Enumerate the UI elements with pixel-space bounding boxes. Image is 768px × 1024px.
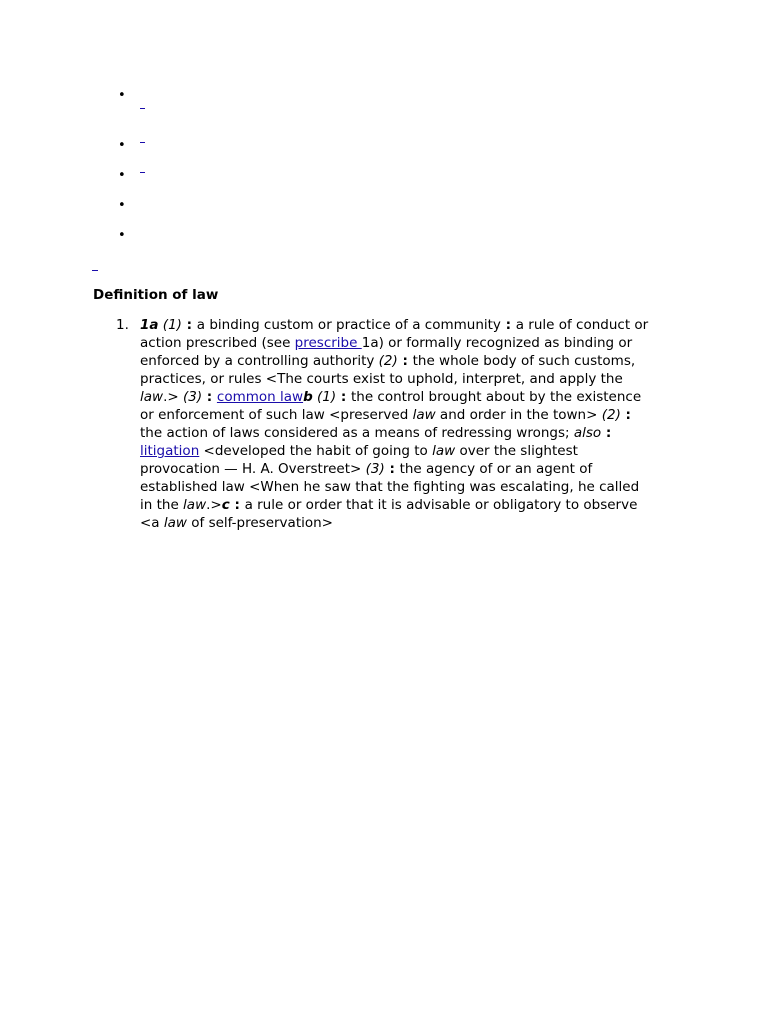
example-word: law <box>163 515 187 531</box>
bullet-icon: • <box>118 168 126 183</box>
empty-link[interactable] <box>140 172 145 173</box>
definition-segment: a rule of conduct or action prescribed (see <box>140 317 649 351</box>
bullet-icon: • <box>118 88 126 103</box>
prescribe-link[interactable]: prescribe <box>294 335 362 351</box>
bullet-icon: • <box>118 138 126 153</box>
definition-segment: a binding custom or practice of a community <box>196 317 501 333</box>
list-item <box>118 226 140 256</box>
bullet-icon: • <box>118 198 126 213</box>
colon-separator: : <box>202 389 217 405</box>
definition-segment: a rule or order that it is advisable or obligatory to observe <a <box>140 497 638 531</box>
definition-segment: the whole body of such customs, practices, or rules <The courts exist to uphold, interpret, and apply the <box>140 353 636 387</box>
example-word: law <box>412 407 436 423</box>
colon-separator: : <box>336 389 351 405</box>
sense-label: c <box>221 497 230 513</box>
colon-separator: : <box>601 425 612 441</box>
subsense-label: (3) <box>178 389 203 405</box>
subsense-label: (2) <box>597 407 621 423</box>
definition-segment: over the slightest provocation — H. A. Overstreet> <box>140 443 578 477</box>
bullet-icon: • <box>118 228 126 243</box>
colon-separator: : <box>384 461 400 477</box>
subsense-label: (1) <box>312 389 337 405</box>
page-title: Definition of law <box>93 287 219 303</box>
colon-separator: : <box>500 317 516 333</box>
list-number: 1. <box>116 317 129 333</box>
litigation-link[interactable]: litigation <box>140 443 200 459</box>
definition-segment: .> <box>163 389 179 405</box>
empty-link[interactable] <box>140 108 145 109</box>
example-word: law <box>140 389 164 405</box>
definition-segment: and order in the town> <box>435 407 598 423</box>
definition-segment: the agency of or an agent of established law <When he saw that the fighting was escalating, he called in the <box>140 461 640 513</box>
definition-segment: of self-preservation> <box>186 515 333 531</box>
also-label: also <box>573 425 602 441</box>
list-item <box>118 86 140 136</box>
example-word: law <box>432 443 456 459</box>
definition-segment: <developed the habit of going to <box>199 443 433 459</box>
empty-link[interactable] <box>140 142 145 143</box>
subsense-label: (2) <box>374 353 398 369</box>
colon-separator: : <box>181 317 197 333</box>
colon-separator: : <box>397 353 413 369</box>
top-bullet-list <box>118 86 140 256</box>
colon-separator: : <box>620 407 631 423</box>
definition-segment: the action of laws considered as a means of redressing wrongs; <box>140 425 574 441</box>
list-item <box>118 196 140 226</box>
subsense-label: (3) <box>361 461 385 477</box>
definition-item <box>114 316 654 532</box>
common-law-link[interactable]: common law <box>216 389 304 405</box>
definition-segment: .> <box>206 497 222 513</box>
example-word: law <box>183 497 207 513</box>
list-item <box>118 166 140 196</box>
sense-label: 1a <box>140 317 159 333</box>
definition-segment: the control brought about by the existence or enforcement of such law <preserved <box>140 389 642 423</box>
list-item <box>118 136 140 166</box>
empty-anchor-link[interactable] <box>92 270 98 271</box>
subsense-label: (1) <box>158 317 182 333</box>
definition-list <box>114 316 654 532</box>
definition-text <box>140 317 648 531</box>
sense-label: b <box>303 389 313 405</box>
colon-separator: : <box>229 497 245 513</box>
definition-segment: 1a) or formally recognized as binding or enforced by a controlling authority <box>140 335 633 369</box>
